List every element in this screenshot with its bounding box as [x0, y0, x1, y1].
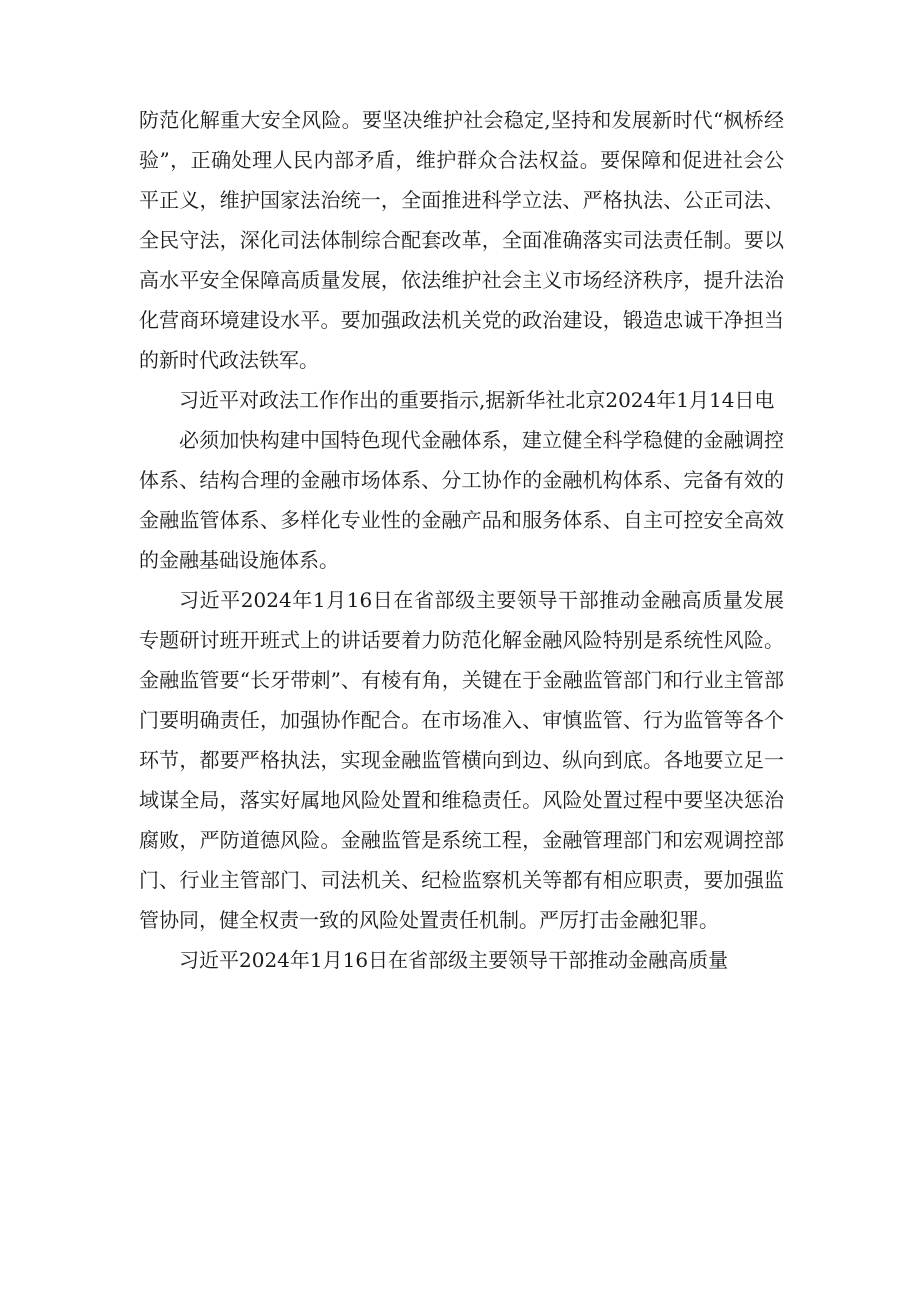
paragraph: 必须加快构建中国特色现代金融体系，建立健全科学稳健的金融调控体系、结构合理的金融市场体系、分工协作的金融机构体系、完备有效的金融监管体系、多样化专业性的金融产品和服务体系、自主可控安全高效的金融基础设施体系。 — [139, 428, 784, 572]
paragraph: 习近平2024年1月16日在省部级主要领导干部推动金融高质量发展专题研讨班开班式上的讲话要着力防范化解金融风险特别是系统性风险。金融监管要“长牙带刺”、有棱有角，关键在于金融监管部门和行业主管部门要明确责任，加强协作配合。在市场准入、审慎监管、行为监管等各个环节，都要严格执法，实现金融监管横向到边、纵向到底。各地要立足一域谋全局，落实好属地风险处置和维稳责任。风险处置过程中要坚决惩治腐败，严防道德风险。金融监管是系统工程，金融管理部门和宏观调控部门、行业主管部门、司法机关、纪检监察机关等都有相应职责，要加强监管协同，健全权责一致的风险处置责任机制。严厉打击金融犯罪。 — [139, 588, 784, 932]
paragraph-continued: 防范化解重大安全风险。要坚决维护社会稳定,坚持和发展新时代“枫桥经验”，正确处理人民内部矛盾，维护群众合法权益。要保障和促进社会公平正义，维护国家法治统一，全面推进科学立法、严格执法、公正司法、全民守法，深化司法体制综合配套改革，全面准确落实司法责任制。要以高水平安全保障高质量发展，依法维护社会主义市场经济秩序，提升法治化营商环境建设水平。要加强政法机关党的政治建设，锻造忠诚干净担当的新时代政法铁军。 — [139, 108, 784, 372]
paragraph: 习近平对政法工作作出的重要指示,据新华社北京2024年1月14日电 — [179, 388, 775, 412]
paragraph: 习近平2024年1月16日在省部级主要领导干部推动金融高质量 — [179, 948, 729, 972]
document-body — [139, 100, 784, 980]
